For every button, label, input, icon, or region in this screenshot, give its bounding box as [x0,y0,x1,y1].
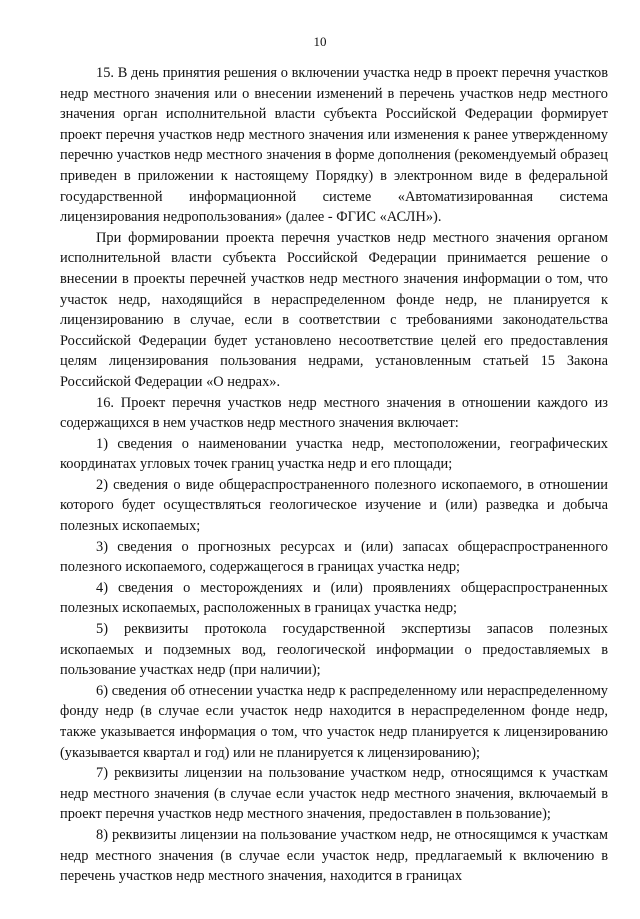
list-item-3: 3) сведения о прогнозных ресурсах и (или) запасах общераспространенного полезного ископаемого, содержащегося в границах участка недр; [60,538,608,576]
page-number: 10 [313,34,327,49]
document-body [60,63,608,887]
list-item-8: 8) реквизиты лицензии на пользование участком недр, не относящимся к участкам недр местного значения (в случае если участок недр, предлагаемый к включению в перечень участков недр местного значения, находится в границах [60,826,608,885]
list-item-4: 4) сведения о месторождениях и (или) проявлениях общераспространенных полезных ископаемых, расположенных в границах участка недр; [60,579,608,617]
list-item-5: 5) реквизиты протокола государственной экспертизы запасов полезных ископаемых и подземных вод, геологической информации о предоставляемых в пользование участках недр (при наличии); [60,621,608,679]
paragraph-15-continued: При формировании проекта перечня участков недр местного значения органом исполнительной власти субъекта Российской Федерации принимается решение о внесении в проекты перечней участков недр местного значения информации о том, что участок недр, находящийся в нераспределенном фонде недр, не планируется к лицензированию в случае, если в соответствии с требованиями законодательства Российской Федерации будет установлено несоответствие целей его предоставления целям лицензирования пользования недрами, установленным статьей 15 Закона Российской Федерации «О недрах». [60,229,608,390]
paragraph-15: 15. В день принятия решения о включении участка недр в проект перечня участков недр местного значения или о внесении изменений в перечень участков недр местного значения орган исполнительной власти субъекта Российской Федерации формирует проект перечня участков недр местного значения или изменения к ранее утвержденному перечню участков недр местного значения в форме дополнения (рекомендуемый образец приведен в приложении к настоящему Порядку) в электронном виде в федеральной государственной информационной системе «Автоматизированная система лицензирования недропользования» (далее - ФГИС «АСЛН»). [60,65,608,226]
paragraph-16: 16. Проект перечня участков недр местного значения в отношении каждого из содержащихся в нем участков недр местного значения включает: [60,394,608,432]
list-item-2: 2) сведения о виде общераспространенного полезного ископаемого, в отношении которого будет осуществляться геологическое изучение и (или) разведка и добыча полезных ископаемых; [60,476,608,535]
list-item-6: 6) сведения об отнесении участка недр к распределенному или нераспределенному фонду недр (в случае если участок недр находится в нераспределенном фонде недр, также указывается информация о том, что участок недр планируется к лицензированию (указывается квартал и год) или не планируется к лицензированию); [60,682,608,761]
list-item-7: 7) реквизиты лицензии на пользование участком недр, относящимся к участкам недр местного значения (в случае если участок недр местного значения, включаемый в проект перечня участков недр местного значения, предоставлен в пользование); [60,765,608,823]
list-item-1: 1) сведения о наименовании участка недр, местоположении, географических координатах угловых точек границ участка недр и его площади; [60,435,608,473]
